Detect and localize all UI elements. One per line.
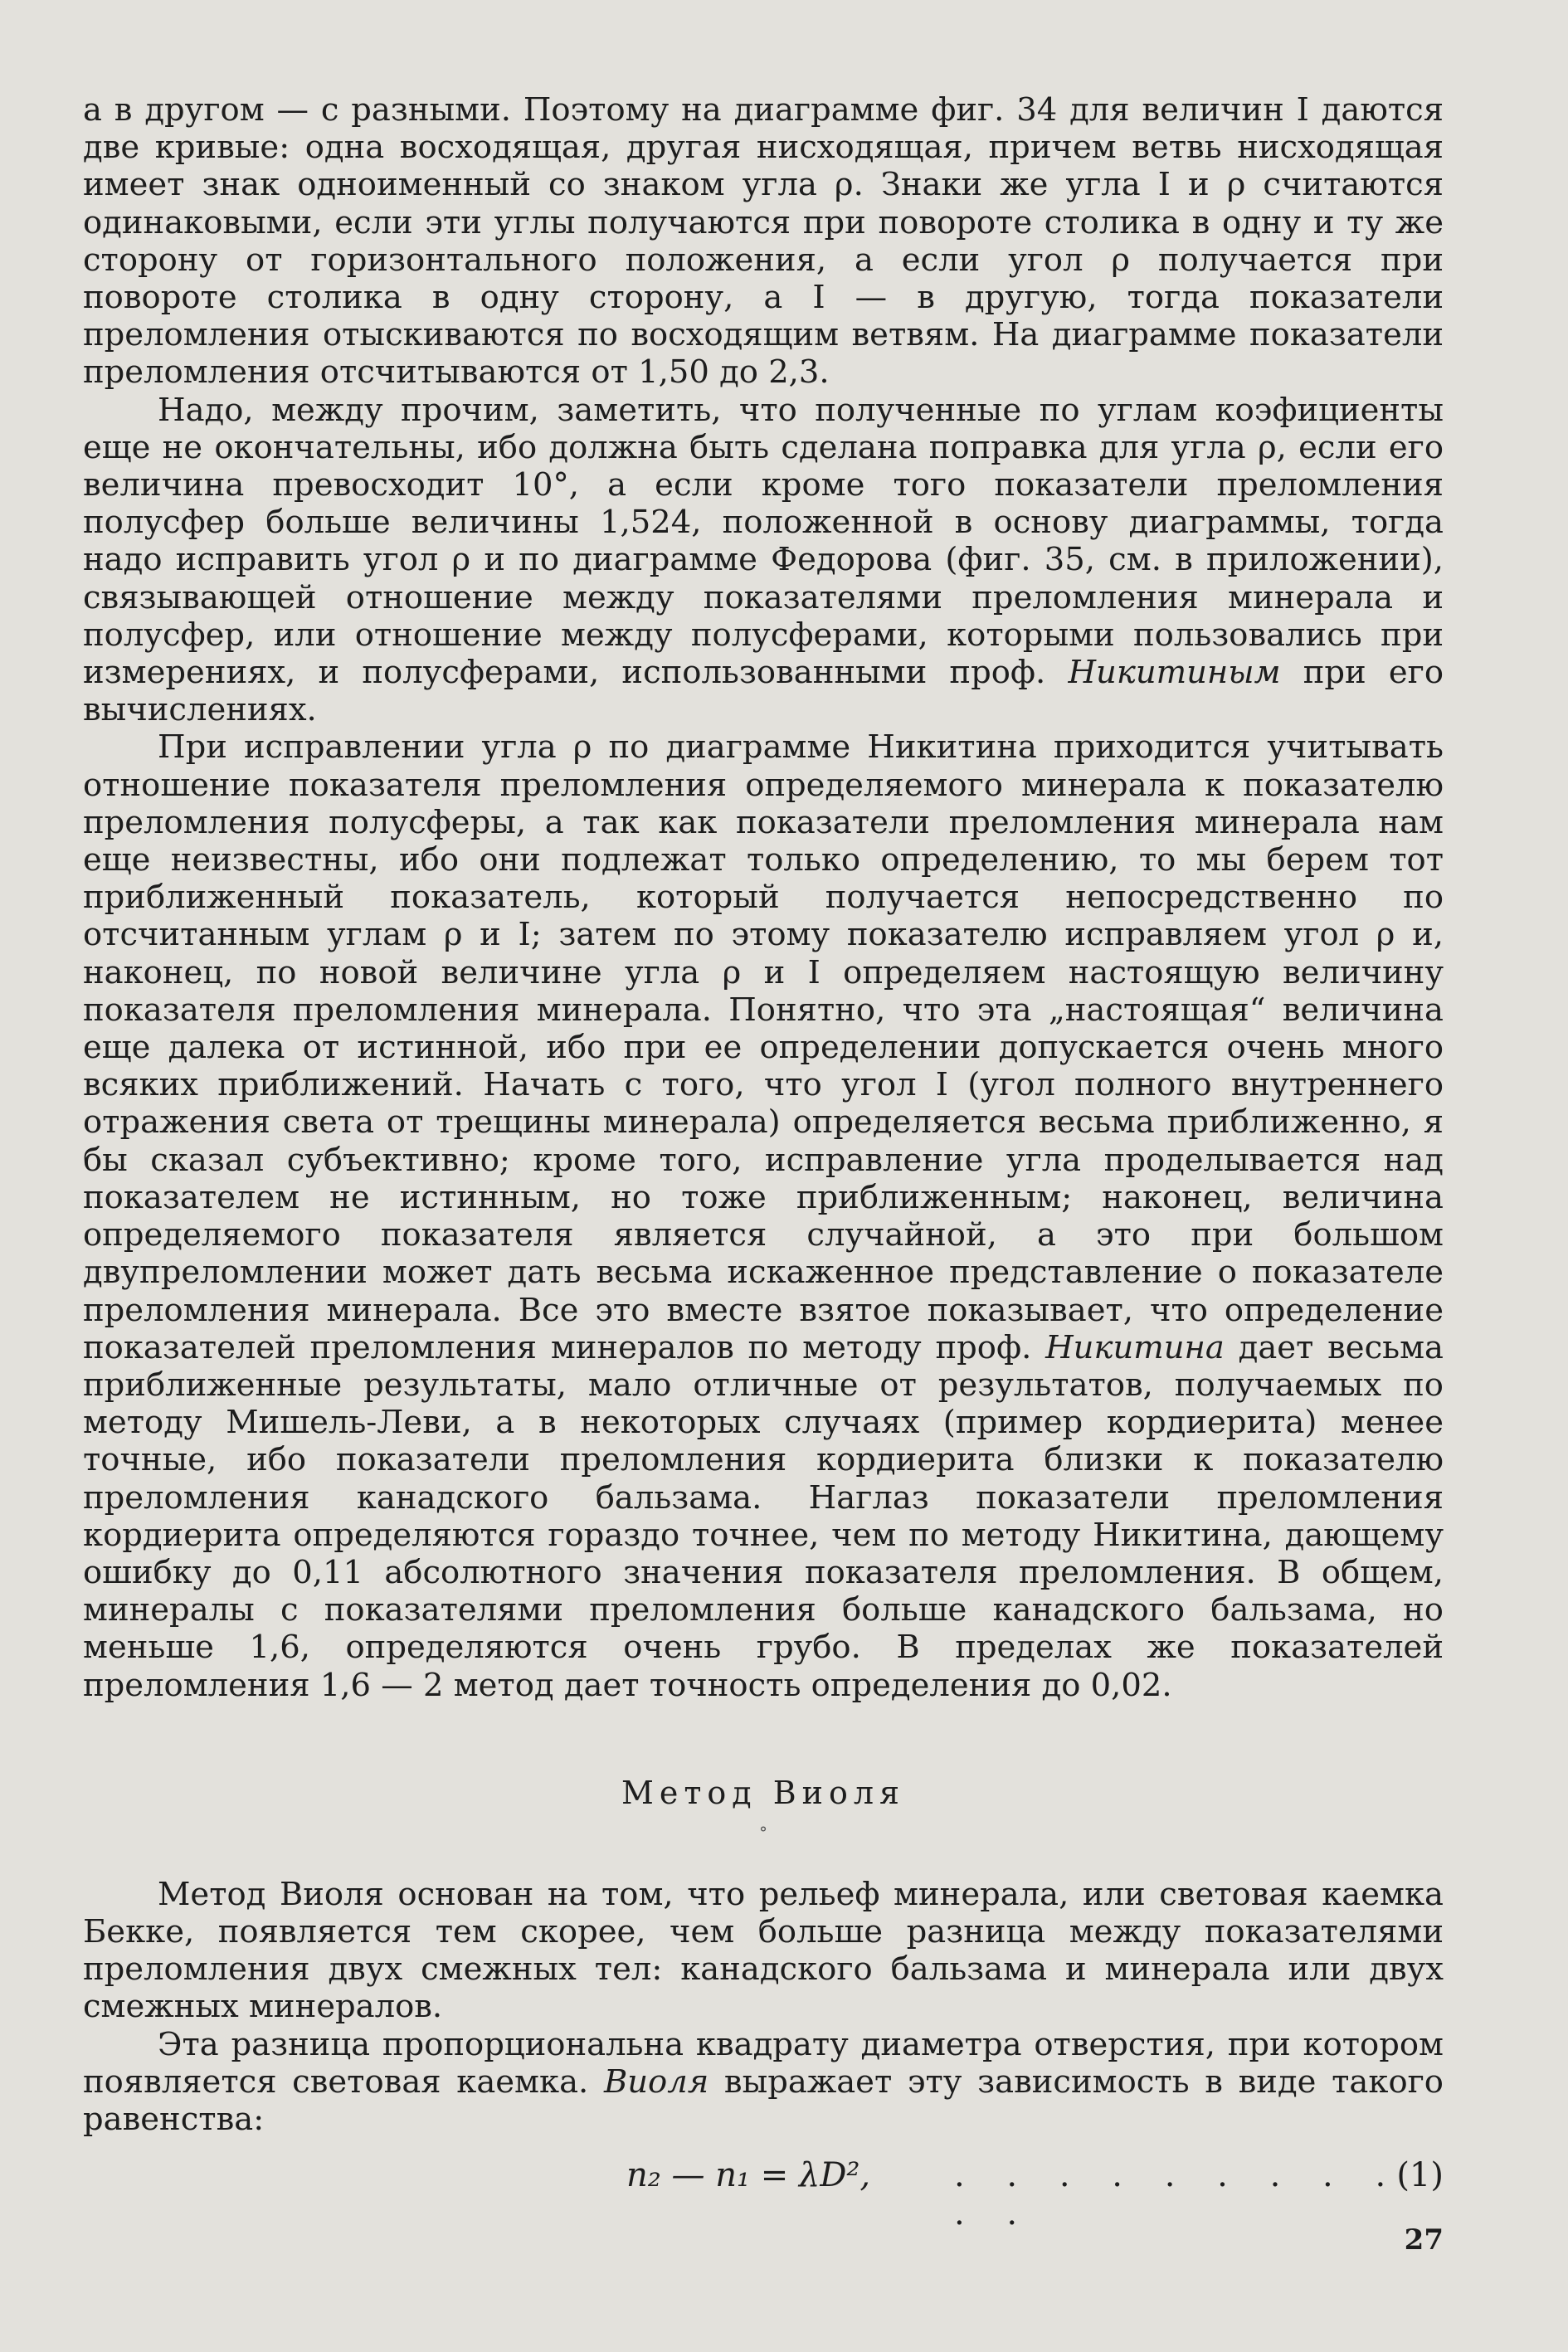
paragraph-3	[83, 728, 1444, 1703]
paragraph-5-text: Эта разница пропорциональна квадрату диаметра отверстия, при котором появляется световая каемка.	[83, 2025, 1444, 2101]
paragraph-3-text: При исправлении угла ρ по диаграмме Никитина приходится учитывать отношение показателя преломления определяемого минерала к показателю преломления полусферы, а так как показатели преломления минерала нам еще неизвестны, ибо они подлежат только определению, то мы берем тот приближенный показатель, который получается непосредственно по отсчитанным углам ρ и I; затем по этому показателю исправляем угол ρ и, наконец, по новой величине угла ρ и I определяем настоящую величину показателя преломления минерала. Понятно, что эта „настоящая“ величина еще далека от истинной, ибо при ее определении допускается очень много всяких приближений. Начать с того, что угол I (угол полного внутреннего отражения света от трещины минерала) определяется весьма приближенно, я бы сказал субъективно; кроме того, исправление угла проделывается над показателем не истинным, но тоже приближенным; наконец, величина определяемого показателя является случайной, а это при большом двупреломлении может дать весьма искаженное представление о показателе преломления минерала. Все это вместе взятое показывает, что определение показателей преломления минералов по методу проф.	[83, 728, 1444, 1366]
main-text	[83, 91, 1444, 1704]
page-body	[83, 91, 1444, 2257]
paragraph-2	[83, 392, 1444, 729]
section-title: Метод Виоля	[621, 1774, 906, 1811]
formula-leader-dots: . . . . . . . . . . .	[954, 2156, 1402, 2233]
page-number: 27	[1404, 2223, 1444, 2257]
formula-number: (1)	[1396, 2156, 1444, 2195]
paragraph-2-tail: при его вычислениях.	[83, 654, 1444, 729]
formula: n₂ — n₁ = λD²,	[626, 2156, 871, 2195]
formula-row	[83, 2156, 1444, 2233]
paragraph-1: а в другом — с разными. Поэтому на диаграмме фиг. 34 для величин I даются две кривые: одна восходящая, другая нисходящая, причем ветвь нисходящая имеет знак одноименный со знаком угла ρ. Знаки же угла I и ρ считаются одинаковыми, если эти углы получаются при повороте столика в одну и ту же сторону от горизонтального положения, а если угол ρ получается при повороте столика в одну сторону, а I — в другую, тогда показатели преломления отыскиваются по восходящим ветвям. На диаграмме показатели преломления отсчитываются от 1,50 до 2,3.	[83, 91, 1444, 392]
paragraph-5	[83, 2026, 1444, 2139]
author-name-nikitina: Никитина	[1045, 1328, 1225, 1366]
section-text	[83, 1876, 1444, 2138]
paragraph-4: Метод Виоля основан на том, что рельеф минерала, или световая каемка Бекке, появляется тем скорее, чем больше разница между показателями преломления двух смежных тел: канадского бальзама и минерала или двух смежных минералов.	[83, 1875, 1444, 2026]
paragraph-3-tail: дает весьма приближенные результаты, мало отличные от результатов, получаемых по методу Мишель-Леви, а в некоторых случаях (пример кордиерита) менее точные, ибо показатели преломления кордиерита близки к показателю преломления канадского бальзама. Наглаз показатели преломления кордиерита определяются гораздо точнее, чем по методу Никитина, дающему ошибку до 0,11 абсолютного значения показателя преломления. В общем, минералы с показателями преломления больше канадского бальзама, но меньше 1,6, определяются очень грубо. В пределах же показателей преломления 1,6 — 2 метод дает точность определения до 0,02.	[83, 1328, 1444, 1704]
author-name-nikitin: Никитиным	[1068, 654, 1281, 692]
paragraph-5-tail: выражает эту зависимость в виде такого равенства:	[83, 2062, 1444, 2138]
author-name-violya: Виоля	[603, 2062, 709, 2101]
paragraph-2-text: Надо, между прочим, заметить, что полученные по углам коэфициенты еще не окончательны, ибо должна быть сделана поправка для угла ρ, если его величина превосходит 10°, а если кроме того показатели преломления полусфер больше величины 1,524, положенной в основу диаграммы, тогда надо исправить угол ρ и по диаграмме Федорова (фиг. 35, см. в приложении), связывающей отношение между показателями преломления минерала и полусфер, или отношение между полусферами, которыми пользовались при измерениях, и полусферами, использованными проф.	[83, 391, 1444, 692]
section-mark: °	[759, 1822, 767, 1843]
